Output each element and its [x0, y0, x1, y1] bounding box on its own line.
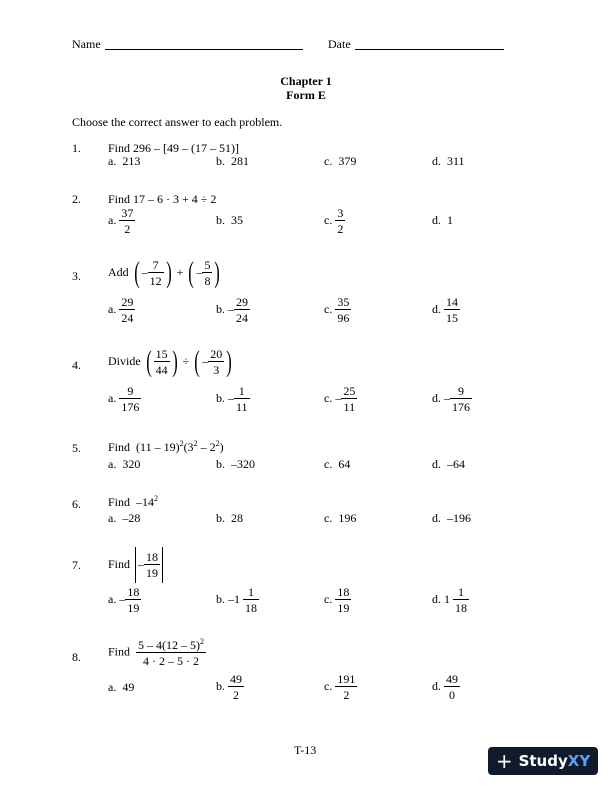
choice-d[interactable]: d. $\frac{49}{0}$ — [432, 672, 458, 702]
name-field[interactable] — [105, 49, 303, 50]
fraction: $\frac{37}{2}$ — [121, 206, 134, 236]
choice-b[interactable]: b. 35 — [216, 213, 243, 227]
problem-number: 4. — [72, 358, 81, 372]
date-field[interactable] — [355, 49, 504, 50]
choice-a[interactable]: a. 213 — [108, 154, 141, 168]
choice-b[interactable]: b. 281 — [216, 154, 249, 168]
problem-number: 1. — [72, 141, 81, 155]
choice-b[interactable]: b. –320 — [216, 457, 255, 471]
choice-a[interactable]: a. $\frac{37}{2}$ — [108, 206, 134, 236]
problem-expression: Find $(11 - 19)^2(3^2 - 2^2)$ — [108, 439, 224, 454]
chapter-title: Chapter 1 — [280, 74, 332, 88]
choice-a[interactable]: a. $\frac{9}{176}$ — [108, 384, 140, 414]
problem-number: 7. — [72, 558, 81, 572]
problem-expression: Divide ( $\frac{15}{44}$ ) ÷ ( – $\frac{20}{3}$ ) — [108, 345, 233, 378]
choice-c[interactable]: c. 64 — [324, 457, 351, 471]
problem-prompt: Find 17 – 6 · 3 + 4 ÷ 2 — [108, 192, 217, 206]
choice-a[interactable]: a. 49 — [108, 680, 135, 694]
choice-c[interactable]: c. $\frac{18}{19}$ — [324, 585, 350, 615]
choice-c[interactable]: c. 379 — [324, 154, 357, 168]
problem-number: 5. — [72, 441, 81, 455]
choice-a[interactable]: a. 320 — [108, 457, 141, 471]
problem-number: 8. — [72, 650, 81, 664]
problem-prompt: Find 296 – [49 – (17 – 51)] — [108, 141, 239, 155]
choice-d[interactable]: d. 311 — [432, 154, 465, 168]
choice-c[interactable]: c. $\frac{35}{96}$ — [324, 295, 350, 325]
form-title: Form E — [286, 88, 326, 102]
problem-expression: Find $-14^2$ — [108, 494, 159, 509]
problem-expression: Add ( – $\frac{7}{12}$ ) + ( – $\frac{5}{8}$ ) — [108, 256, 221, 289]
choice-c[interactable]: c. – $\frac{25}{11}$ — [324, 384, 356, 414]
plus-icon: + — [495, 749, 513, 773]
choice-b[interactable]: b. $\frac{49}{2}$ — [216, 672, 242, 702]
choice-d[interactable]: d. –196 — [432, 511, 471, 525]
choice-d[interactable]: d. – $\frac{9}{176}$ — [432, 384, 470, 414]
problem-number: 3. — [72, 269, 81, 283]
choice-a[interactable]: a. – $\frac{18}{19}$ — [108, 585, 140, 615]
instructions: Choose the correct answer to each problem. — [72, 115, 283, 129]
fraction: $\frac{3}{2}$ — [337, 206, 344, 236]
choice-d[interactable]: d. 1 $\frac{1}{18}$ — [432, 585, 467, 615]
choice-c[interactable]: c. $\frac{191}{2}$ — [324, 672, 356, 702]
date-label: Date — [328, 37, 351, 51]
problem-expression: Find – $\frac{18}{19}$ — [108, 547, 165, 583]
choice-d[interactable]: d. 1 — [432, 213, 453, 227]
problem-number: 6. — [72, 497, 81, 511]
studyxy-logo[interactable]: + StudyXY — [488, 747, 598, 775]
page-number: T-13 — [294, 743, 317, 757]
choice-d[interactable]: d. $\frac{14}{15}$ — [432, 295, 458, 325]
problem-number: 2. — [72, 192, 81, 206]
choice-c[interactable]: c. $\frac{3}{2}$ — [324, 206, 344, 236]
choice-b[interactable]: b. – $\frac{29}{24}$ — [216, 295, 248, 325]
choice-c[interactable]: c. 196 — [324, 511, 357, 525]
choice-d[interactable]: d. –64 — [432, 457, 465, 471]
name-label: Name — [72, 37, 101, 51]
choice-b[interactable]: b. –1 $\frac{1}{18}$ — [216, 585, 257, 615]
choice-b[interactable]: b. – $\frac{1}{11}$ — [216, 384, 248, 414]
choice-a[interactable]: a. –28 — [108, 511, 141, 525]
choice-b[interactable]: b. 28 — [216, 511, 243, 525]
choice-a[interactable]: a. $\frac{29}{24}$ — [108, 295, 134, 325]
problem-expression: Find $\frac{5 - 4(12 - 5)^2}{4 \cdot 2 - 5 \cdot 2}$ — [108, 637, 205, 668]
